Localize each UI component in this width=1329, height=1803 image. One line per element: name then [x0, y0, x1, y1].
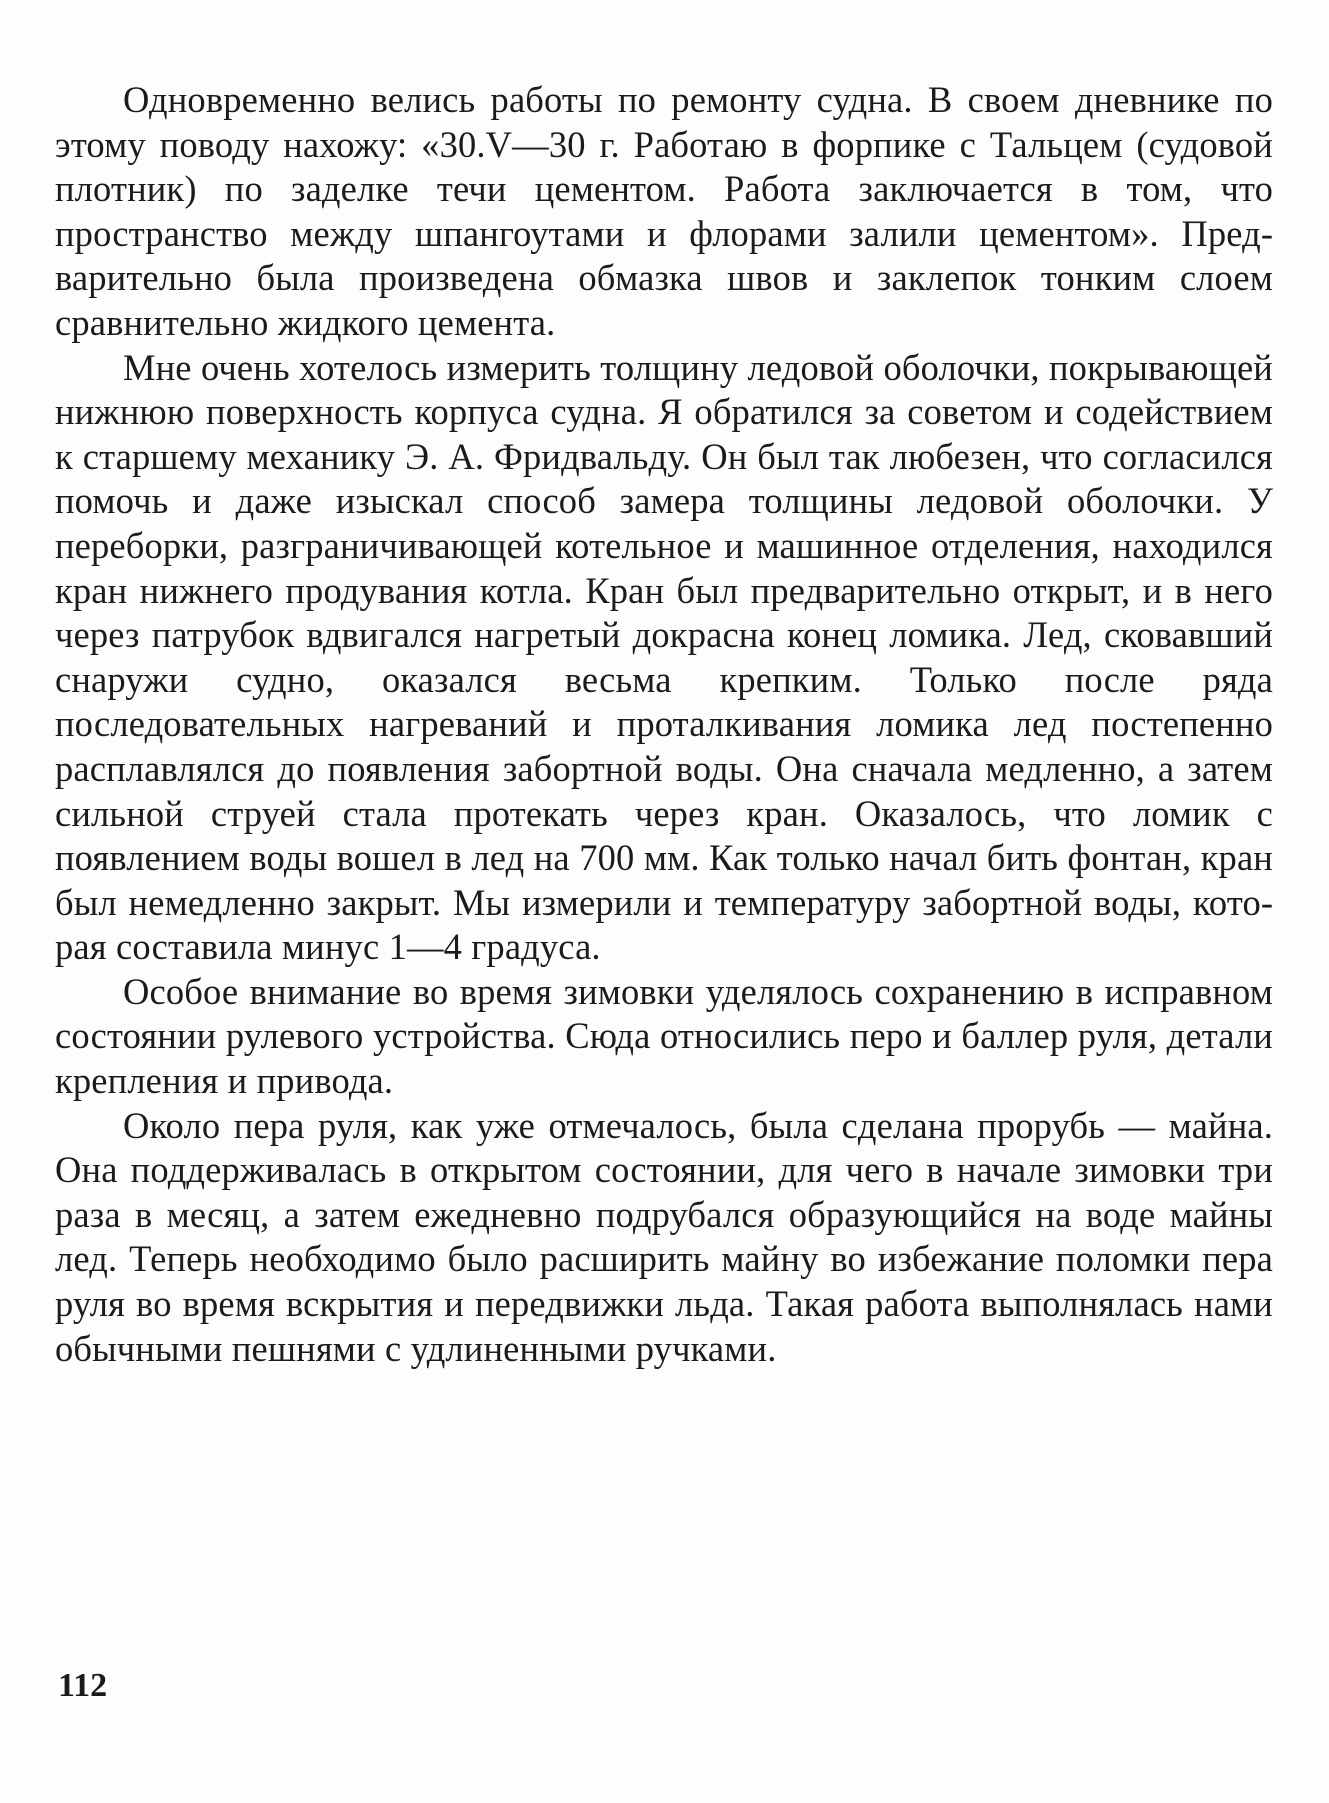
paragraph-ice-hole: Около пера руля, как уже отмечалось, была сделана прорубь — майна. Она поддерживалась в открытом состоянии, для чего в начале зимовки три раза в месяц, а затем ежедневно подрубался образующийся на воде майны лед. Теперь необходимо было расширить майну во избежание поломки пера руля во время вскрытия и передвижки льда. Такая работа выполнялась нами обычными пешнями с удлиненными ручками.: [55, 1104, 1273, 1369]
paragraph-ice-thickness: Мне очень хотелось измерить толщину ледовой оболочки, покрывающей нижнюю поверхность корпуса судна. Я обратился за советом и содействием к старшему механику Э. А. Фридвальду. Он был так любезен, что согласился помочь и даже изыскал способ замера толщины ледовой оболочки. У переборки, разграничивающей котельное и машинное отделения, находился кран нижнего продувания котла. Кран был предварительно открыт, и в него через патрубок вдвигался нагретый докрасна конец ломика. Лед, сковавший снаружи судно, оказался весьма крепким. Только после ряда последовательных нагреваний и проталкивания ломика лед постепенно расплавлялся до появления забортной воды. Она сначала медленно, а затем сильной струей стала протекать через кран. Оказалось, что ломик с появлением воды вошел в лед на 700 мм. Как только начал бить фонтан, кран был немедленно закрыт. Мы измерили и температуру забортной воды, которая составила минус 1—4 градуса.: [55, 346, 1273, 968]
body-text: [55, 78, 1273, 1371]
paragraph-steering-gear: Особое внимание во время зимовки уделялось сохранению в исправном состоянии рулевого устройства. Сюда относились перо и баллер руля, детали крепления и привода.: [55, 970, 1273, 1102]
page-number: 112: [58, 1667, 108, 1704]
paragraph-ship-repair: Одновременно велись работы по ремонту судна. В своем дневнике по этому поводу нахожу: «30.V—30 г. Работаю в форпике с Тальцем (судовой плотник) по заделке течи цементом. Работа заключается в том, что пространство между шпангоутами и флорами залили цементом». Предварительно была произведена обмазка швов и заклепок тонким слоем сравнительно жидкого цемента.: [55, 79, 1273, 343]
